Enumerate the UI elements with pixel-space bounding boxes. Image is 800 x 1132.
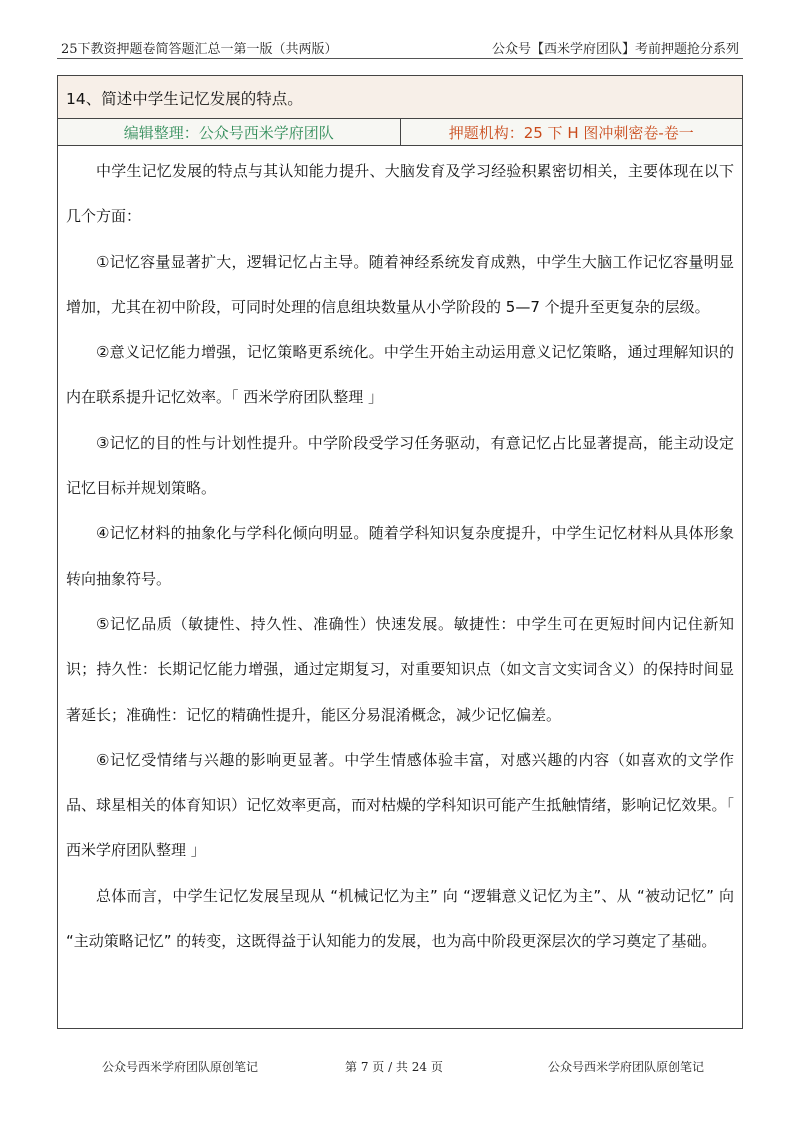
- page-number: 第 7 页 / 共 24 页: [345, 1060, 443, 1074]
- footer-left-text: 公众号西米学府团队原创笔记: [102, 1060, 259, 1074]
- paragraph-point-1: ①记忆容量显著扩大，逻辑记忆占主导。随着神经系统发育成熟，中学生大脑工作记忆容量明显增加，尤其在初中阶段，可同时处理的信息组块数量从小学阶段的 5—7 个提升至更复杂的层级。: [66, 252, 734, 316]
- paragraph-summary: 总体而言，中学生记忆发展呈现从 “机械记忆为主” 向 “逻辑意义记忆为主”、从 “被动记忆” 向 “主动策略记忆” 的转变，这既得益于认知能力的发展，也为高中阶段更深层次的学习奠定了基础。: [66, 886, 734, 951]
- header-right-text: 公众号【西米学府团队】考前押题抢分系列: [491, 42, 739, 57]
- paragraph-point-2: ②意义记忆能力增强，记忆策略更系统化。中学生开始主动运用意义记忆策略，通过理解知识的内在联系提升记忆效率。「 西米学府团队整理 」: [66, 343, 734, 407]
- question-title: 14、简述中学生记忆发展的特点。: [58, 76, 742, 119]
- paragraph-point-6: ⑥记忆受情绪与兴趣的影响更显著。中学生情感体验丰富，对感兴趣的内容（如喜欢的文学作品、球星相关的体育知识）记忆效率更高，而对枯燥的学科知识可能产生抵触情绪，影响记忆效果。「 西米学府团队整理 」: [66, 750, 734, 860]
- paragraph-point-4: ④记忆材料的抽象化与学科化倾向明显。随着学科知识复杂度提升，中学生记忆材料从具体形象转向抽象符号。: [66, 524, 734, 588]
- page-header: [57, 30, 743, 59]
- answer-body: [58, 146, 742, 964]
- paragraph-intro: 中学生记忆发展的特点与其认知能力提升、大脑发育及学习经验积累密切相关，主要体现在以下几个方面：: [66, 162, 734, 226]
- paragraph-point-3: ③记忆的目的性与计划性提升。中学阶段受学习任务驱动，有意记忆占比显著提高，能主动设定记忆目标并规划策略。: [66, 433, 734, 498]
- question-meta-row: [58, 119, 742, 146]
- header-left-text: 25下教资押题卷简答题汇总一第一版（共两版）: [61, 42, 338, 57]
- question-table: [57, 75, 743, 1029]
- page-footer: [0, 1058, 800, 1078]
- editor-credit: 编辑整理：公众号西米学府团队: [58, 119, 401, 145]
- footer-right-text: 公众号西米学府团队原创笔记: [548, 1060, 705, 1074]
- source-credit: 押题机构：25 下 H 图冲刺密卷-卷一: [448, 124, 694, 142]
- paragraph-point-5: ⑤记忆品质（敏捷性、持久性、准确性）快速发展。敏捷性：中学生可在更短时间内记住新知识；持久性：长期记忆能力增强，通过定期复习，对重要知识点（如文言文实词含义）的保持时间显著延长；准确性：记忆的精确性提升，能区分易混淆概念，减少记忆偏差。: [66, 614, 734, 724]
